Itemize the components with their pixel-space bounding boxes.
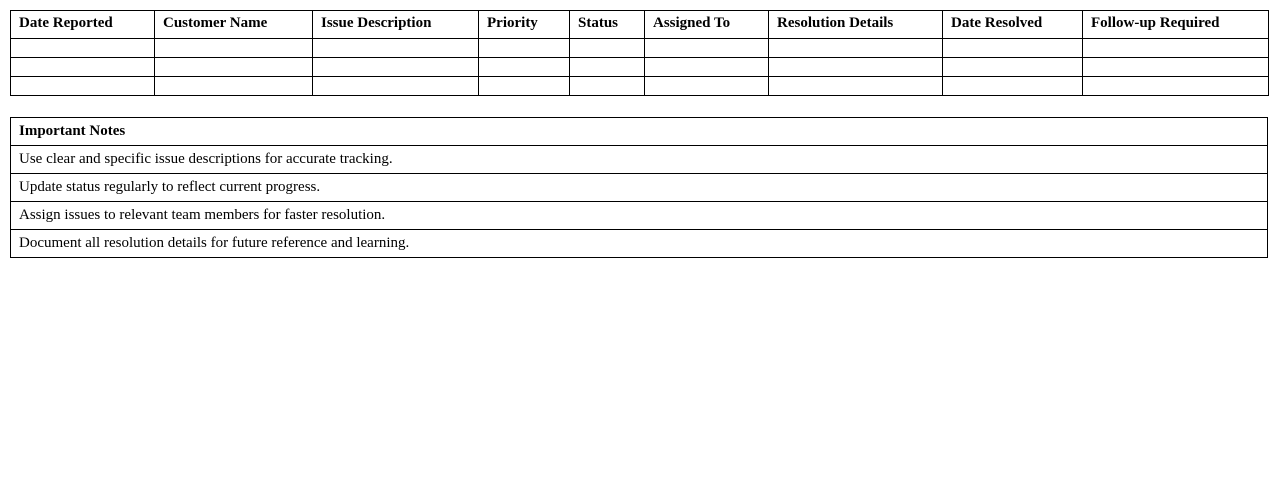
cell-priority[interactable] [479, 77, 570, 96]
cell-priority[interactable] [479, 39, 570, 58]
cell-resolution-details[interactable] [769, 39, 943, 58]
cell-assigned-to[interactable] [645, 39, 769, 58]
column-header-status: Status [570, 11, 645, 39]
cell-issue-description[interactable] [313, 77, 479, 96]
cell-follow-up-required[interactable] [1083, 58, 1269, 77]
table-row [11, 39, 1269, 58]
column-header-follow-up-required: Follow-up Required [1083, 11, 1269, 39]
column-header-date-resolved: Date Resolved [943, 11, 1083, 39]
cell-issue-description[interactable] [313, 39, 479, 58]
cell-customer-name[interactable] [155, 58, 313, 77]
table-row [11, 58, 1269, 77]
cell-date-resolved[interactable] [943, 39, 1083, 58]
cell-priority[interactable] [479, 58, 570, 77]
cell-date-resolved[interactable] [943, 58, 1083, 77]
notes-row [11, 146, 1268, 174]
column-header-customer-name: Customer Name [155, 11, 313, 39]
table-row [11, 77, 1269, 96]
cell-status[interactable] [570, 58, 645, 77]
column-header-assigned-to: Assigned To [645, 11, 769, 39]
cell-resolution-details[interactable] [769, 77, 943, 96]
column-header-priority: Priority [479, 11, 570, 39]
note-item: Update status regularly to reflect current progress. [11, 174, 1268, 202]
notes-header: Important Notes [11, 118, 1268, 146]
cell-assigned-to[interactable] [645, 58, 769, 77]
table-spacer [10, 96, 1268, 117]
cell-date-reported[interactable] [11, 39, 155, 58]
notes-row [11, 202, 1268, 230]
cell-follow-up-required[interactable] [1083, 77, 1269, 96]
issue-tracking-table [10, 10, 1269, 96]
column-header-date-reported: Date Reported [11, 11, 155, 39]
cell-issue-description[interactable] [313, 58, 479, 77]
column-header-resolution-details: Resolution Details [769, 11, 943, 39]
cell-follow-up-required[interactable] [1083, 39, 1269, 58]
notes-row [11, 174, 1268, 202]
cell-customer-name[interactable] [155, 77, 313, 96]
important-notes-table [10, 117, 1268, 258]
column-header-issue-description: Issue Description [313, 11, 479, 39]
cell-status[interactable] [570, 39, 645, 58]
notes-header-row [11, 118, 1268, 146]
cell-date-reported[interactable] [11, 77, 155, 96]
note-item: Document all resolution details for future reference and learning. [11, 230, 1268, 258]
cell-resolution-details[interactable] [769, 58, 943, 77]
note-item: Use clear and specific issue descriptions for accurate tracking. [11, 146, 1268, 174]
note-item: Assign issues to relevant team members for faster resolution. [11, 202, 1268, 230]
table-header-row [11, 11, 1269, 39]
cell-date-resolved[interactable] [943, 77, 1083, 96]
notes-row [11, 230, 1268, 258]
cell-date-reported[interactable] [11, 58, 155, 77]
cell-status[interactable] [570, 77, 645, 96]
cell-customer-name[interactable] [155, 39, 313, 58]
cell-assigned-to[interactable] [645, 77, 769, 96]
